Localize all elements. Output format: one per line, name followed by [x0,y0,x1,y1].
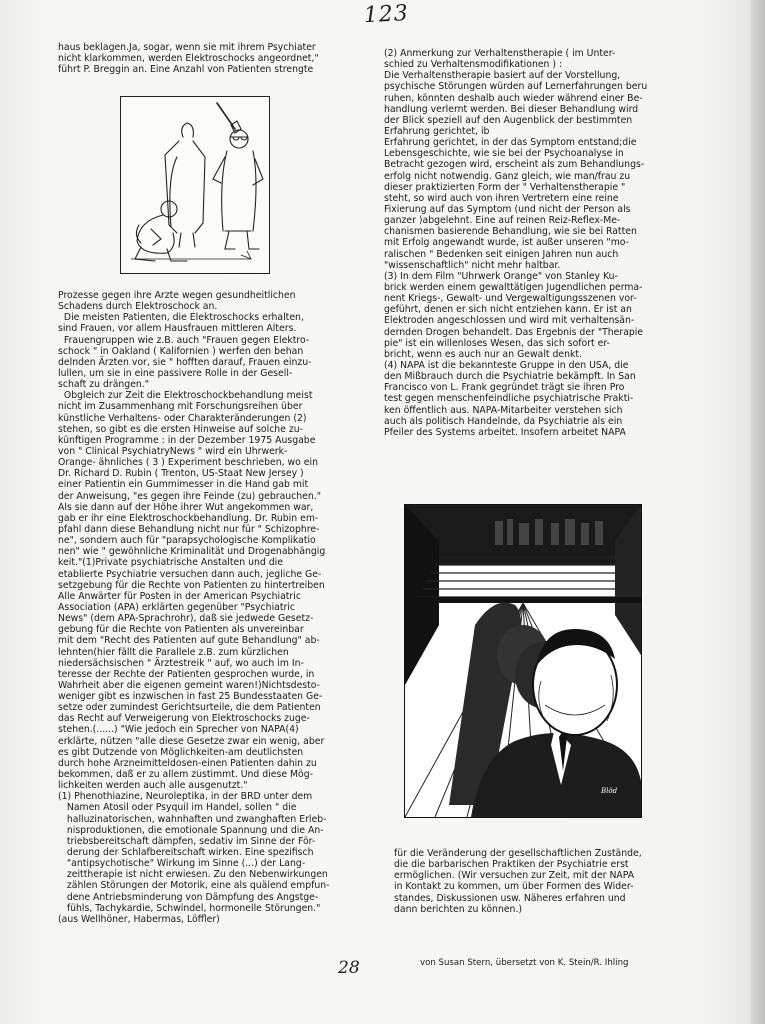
text-line: steht, so wird auch von ihren Vertretern eine reine [384,192,619,204]
text-line: triebsbereitschaft dämpfen, sedativ im Sinne der För- [58,835,316,847]
text-line: nicht im Zusammenhang mit Forschungsreihen über [58,401,303,413]
text-line: Als sie dann auf der Höhe ihrer Wut angekommen war, [58,501,314,513]
text-line: stehen, so gibt es die ersten Hinweise auf solche zu- [58,423,304,435]
text-line: keit."(1)Private psychiatrische Anstalten und die [58,557,283,569]
text-line: der Anweisung, "es gegen ihre Feinde (zu) gebrauchen." [58,490,322,502]
text-line: (1) Phenothiazine, Neuroleptika, in der BRD unter dem [58,791,313,803]
text-line: (aus Wellhöner, Habermas, Löffler) [58,913,220,925]
text-line: ken öffentlich aus. NAPA-Mitarbeiter verstehen sich [384,404,623,416]
text-line: Namen Atosil oder Psyquil im Handel, sollen " die [58,802,297,814]
text-line: schaft zu drängen." [58,379,150,391]
text-line: "wissenschaftlich" nicht mehr haltbar. [384,259,561,271]
text-line: auch als politisch Handelnde, da Psychiatrie als ein [384,415,623,427]
text-line: geführt, denen er sich nicht entziehen kann. Er ist an [384,304,632,316]
text-line: haus beklagen.Ja, sogar, wenn sie mit ihrem Psychiater [58,42,316,53]
text-line: es gibt Dutzende von Möglichkeiten-am deutlichsten [58,746,304,758]
right-column-footnotes-text [384,48,704,468]
text-line: die die barbarischen Praktiken der Psychiatrie erst [394,859,629,871]
text-line: künstliche Verhaltens- oder Charakteränderungen (2) [58,412,307,424]
text-line: Schadens durch Elektroschock an. [58,301,218,313]
text-line: dene Antriebsminderung von Dämpfung des Angstge- [58,891,319,903]
text-line: mit Erfolg angewandt wurde, ist außer unseren "mo- [384,237,629,249]
text-line: setze oder zumindest Gerichtsurteile, die dem Patienten [58,702,321,714]
text-line: ralischen " Bedenken seit einigen Jahren nun auch [384,248,619,260]
text-line: ermöglichen. (Wir versuchen zur Zeit, mit der NAPA [394,870,635,882]
text-line: lullen, um sie in eine passivere Rolle in der Gesell- [58,367,293,379]
text-line: Francisco von L. Frank gegründet trägt sie ihren Pro [384,382,625,394]
text-line: Fixierung auf das Symptom (und nicht der Person als [384,203,631,215]
text-line: Alle Anwärter für Posten in der American Psychiatric [58,590,301,602]
text-line: Die meisten Patienten, die Elektroschocks erhalten, [58,312,304,324]
text-line: ganzer )abgelehnt. Eine auf reinen Reiz-Reflex-Me- [384,215,621,227]
text-line: ruhen, könnten deshalb auch wieder während einer Be- [384,92,643,104]
text-line: für die Veränderung der gesellschaftlichen Zustände, [394,848,642,859]
text-line: bricht, wenn es auch nur an Gewalt denkt. [384,348,583,360]
text-line: Orange- ähnliches ( 3 ) Experiment beschrieben, wo ein [58,457,318,469]
text-line: delnden Ärzten vor, sie " hofften darauf, Frauen einzu- [58,356,312,368]
text-line: Pfeiler des Systems arbeitet. Insofern arbeitet NAPA [384,426,626,438]
text-line: niedersächsischen " Ärztestreik " auf, wo auch im In- [58,657,304,669]
text-line: der Blick speziell auf den Augenblick der bestimmten [384,114,633,126]
text-line: test gegen menschenfeindliche psychiatrische Prakti- [384,393,634,405]
illustration-electroshock-sketch [120,96,270,274]
text-line: stehen.(......) "Wie jedoch ein Sprecher von NAPA(4) [58,724,299,736]
text-line: nicht klarkommen, werden Elektroschocks angeordnet," [58,53,319,65]
text-line: erklärte, nützen "alle diese Gesetze zwar ein wenig, aber [58,735,325,747]
text-line: schied zu Verhaltensmodifikationen ) : [384,59,563,71]
text-line: nisproduktionen, die emotionale Spannung und die An- [58,824,324,836]
text-line: Wahrheit aber die eigenen gemeint waren!)Nichtsdesto- [58,679,320,691]
text-line: einer Patientin ein Gummimesser in die Hand gab mit [58,479,309,491]
text-line: weniger gibt es inzwischen in fast 25 Bundesstaaten Ge- [58,691,323,703]
text-line: gebung für die Rechte von Patienten als unvereinbar [58,624,304,636]
text-line: führt P. Breggin an. Eine Anzahl von Patienten strengte [58,64,314,76]
text-line: derung der Schlafbereitschaft wirken. Eine spezifisch [58,847,314,859]
text-line: von " Clinical PsychiatryNews " wird ein Uhrwerk- [58,445,288,457]
handwritten-page-number-bottom: 28 [338,958,360,978]
text-line: Erfahrung gerichtet, in der das Symptom entstand;die [384,137,637,149]
illustration-faceless-man-corridor [404,504,642,818]
text-line: chanismen basierende Behandlung, wie sie bei Ratten [384,226,637,238]
text-line: Dr. Richard D. Rubin ( Trenton, US-Staat New Jersey ) [58,468,304,480]
left-column-intro-text [58,42,368,82]
text-line: "antipsychotische" Wirkung im Sinne (...) der Lang- [58,858,306,870]
text-line: teresse der Rechte der Patienten gesprochen wurde, in [58,668,315,680]
text-line: mit dem "Recht des Patienten auf gute Behandlung" ab- [58,635,320,647]
faceless-man-drawing [405,505,641,817]
text-line: erfolg nicht notwendig. Ganz gleich, wie man/frau zu [384,170,631,182]
text-line: das Recht auf Verweigerung von Elektroschocks zuge- [58,713,310,725]
text-line: dieser praktizierten Form der " Verhaltenstherapie " [384,181,626,193]
text-line: zählen Störungen der Motorik, eine als quälend empfun- [58,880,330,892]
text-line: Erfahrung gerichtet, ib [384,125,490,137]
text-line: zeittherapie ist nicht erwiesen. Zu den Nebenwirkungen [58,869,328,881]
text-line: Association (APA) erklärten gegenüber "Psychiatric [58,601,296,613]
right-column-closing-text [394,848,714,928]
text-line: den Mißbrauch durch die Psychiatrie bekämpft. In San [384,371,636,383]
text-line: Frauengruppen wie z.B. auch "Frauen gegen Elektro- [58,334,310,346]
text-line: (2) Anmerkung zur Verhaltenstherapie ( im Unter- [384,48,616,59]
text-line: (3) In dem Film "Uhrwerk Orange" von Stanley Ku- [384,270,618,282]
text-line: brick werden einem gewalttätigen Jugendlichen perma- [384,281,643,293]
page-edge-shadow [751,0,765,1024]
text-line: in Kontakt zu kommen, um über Formen des Wider- [394,881,634,893]
text-line: (4) NAPA ist die bekannteste Gruppe in den USA, die [384,359,629,371]
text-line: psychische Störungen würden auf Lernerfahrungen beru [384,81,648,93]
text-line: pie" ist ein willenloses Wesen, das sich sofort er- [384,337,610,349]
text-line: dann berichten zu können.) [394,903,523,915]
text-line: setzgebung für die Rechte von Patienten zu hintertreiben [58,579,325,591]
artist-signature: Blöd [601,787,618,795]
text-line: Elektroden angeschlossen und wird mit verhaltensän- [384,315,635,327]
text-line: lehnten(hier fällt die Parallele z.B. zum kürzlichen [58,646,289,658]
text-line: nent Kriegs-, Gewalt- und Vergewaltigungsszenen vor- [384,293,637,305]
text-line: gab er ihr eine Elektroschockbehandlung. Dr. Rubin em- [58,512,319,524]
text-line: sind Frauen, vor allem Hausfrauen mittleren Alters. [58,323,297,335]
text-line: Prozesse gegen ihre Ärzte wegen gesundheitlichen [58,290,296,301]
text-line: lichkeiten werden auch alle ausgenutzt." [58,780,248,792]
text-line: künftigen Programme : in der Dezember 1975 Ausgabe [58,434,316,446]
handwritten-page-number-top: 123 [363,0,410,29]
text-line: bekommen, daß er zu allem zustimmt. Und diese Mög- [58,769,313,781]
text-line: Die Verhaltenstherapie basiert auf der Vorstellung, [384,70,621,82]
text-line: fühls, Tachykardie, Schwindel, hormonelle Störungen." [58,902,321,914]
text-line: dernden Drogen behandelt. Das Ergebnis der "Therapie [384,326,644,338]
text-line: etablierte Psychiatrie versuchen dann auch, jegliche Ge- [58,568,322,580]
text-line: standes, Diskussionen usw. Näheres erfahren und [394,892,626,904]
text-line: ne", sondern auch für "parapsychologische Komplikatio [58,535,316,547]
text-line: pfahl dann diese Behandlung nicht nur für " Schizophre- [58,523,320,535]
text-line: halluzinatorischen, wahnhaften und zwanghaften Erleb- [58,813,327,825]
electroshock-sketch-drawing [121,97,269,273]
text-line: handlung verlernt werden. Bei dieser Behandlung wird [384,103,639,115]
text-line: News" (dem APA-Sprachrohr), daß sie jedwede Gesetz- [58,613,314,625]
left-column-main-text [58,290,368,980]
text-line: durch hohe Arzneimitteldosen-einen Patienten dahin zu [58,757,317,769]
text-line: nen" wie " gewöhnliche Kriminalität und Drogenabhängig [58,546,326,558]
author-byline: von Susan Stern, übersetzt von K. Stein/R. Ihling [420,958,629,968]
text-line: Betracht gezogen wird, erscheint als zum Behandlungs- [384,159,645,171]
text-line: Obgleich zur Zeit die Elektroschockbehandlung meist [58,390,313,402]
text-line: schock " in Oakland ( Kalifornien ) werfen den behan [58,345,304,357]
text-line: Lebensgeschichte, wie sie bei der Psychoanalyse in [384,148,624,160]
